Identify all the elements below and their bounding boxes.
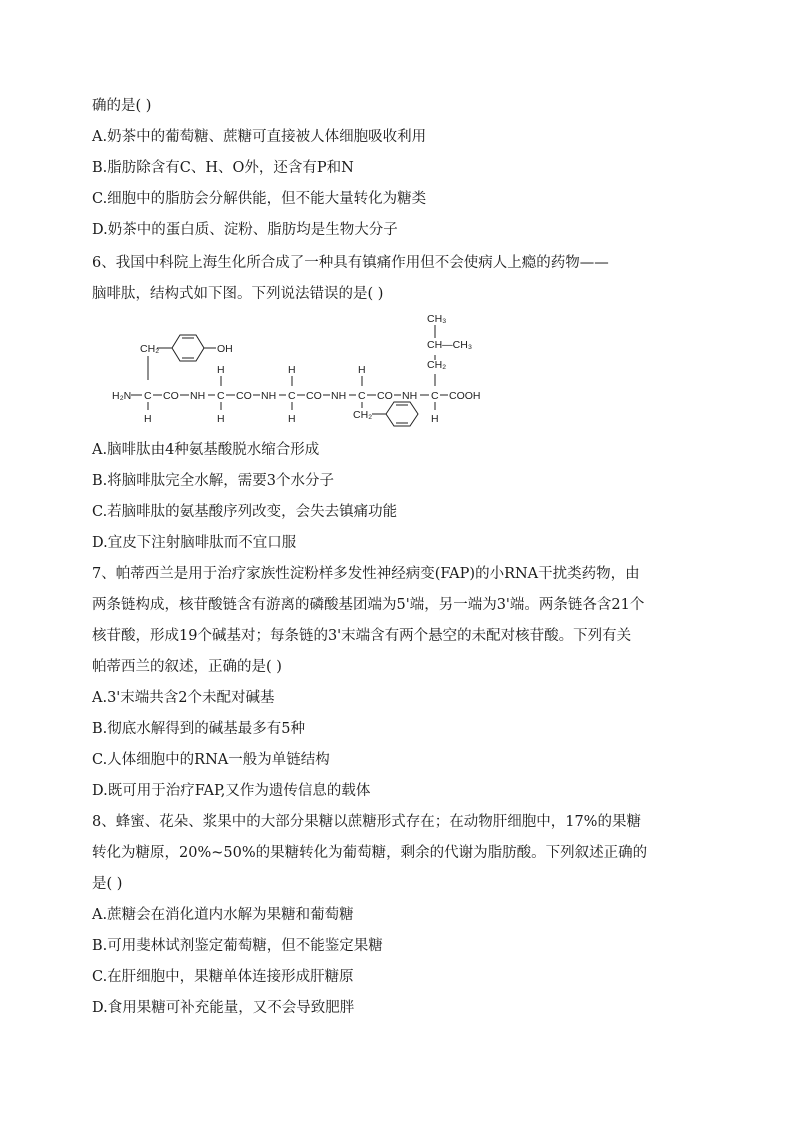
benzene-ring-icon — [386, 402, 418, 426]
struct-nh-3: NH — [331, 390, 347, 402]
q8-stem-line-3: 是( ) — [92, 876, 123, 892]
struct-h-5: H — [431, 413, 439, 425]
struct-nh-1: NH — [190, 390, 206, 402]
q5-option-a: A.奶茶中的葡萄糖、蔗糖可直接被人体细胞吸收利用 — [92, 129, 427, 145]
struct-ch2-bottom: CH₂ — [353, 409, 373, 421]
q7-option-c: C.人体细胞中的RNA一般为单链结构 — [92, 752, 330, 768]
q6-option-c: C.若脑啡肽的氨基酸序列改变，会失去镇痛功能 — [92, 504, 398, 520]
q7-option-d: D.既可用于治疗FAP,又作为遗传信息的载体 — [92, 783, 371, 799]
struct-h2n: H₂N — [112, 390, 132, 402]
enkephalin-structure-diagram — [100, 310, 500, 430]
struct-ch2-top: CH₂ — [427, 359, 447, 371]
struct-ch: CH—CH₃ — [427, 339, 473, 351]
q7-option-a: A.3'末端共含2个未配对碱基 — [92, 690, 275, 706]
struct-h-2-bottom: H — [217, 413, 225, 425]
struct-h-2-top: H — [217, 364, 225, 376]
q5-option-d: D.奶茶中的蛋白质、淀粉、脂肪均是生物大分子 — [92, 222, 398, 238]
q7-stem-line-3: 核苷酸，形成19个碱基对；每条链的3'末端含有两个悬空的未配对核苷酸。下列有关 — [92, 628, 632, 644]
struct-co-4: CO — [377, 390, 393, 402]
struct-co-1: CO — [163, 390, 179, 402]
q5-stem-tail: 确的是( ) — [92, 98, 152, 114]
struct-h-1: H — [144, 413, 152, 425]
q6-option-a: A.脑啡肽由4种氨基酸脱水缩合形成 — [92, 442, 320, 458]
q7-stem-line-1: 7、帕蒂西兰是用于治疗家族性淀粉样多发性神经病变(FAP)的小RNA干扰类药物，由 — [92, 566, 640, 582]
q5-option-c: C.细胞中的脂肪会分解供能，但不能大量转化为糖类 — [92, 191, 427, 207]
q6-stem-line-2: 脑啡肽，结构式如下图。下列说法错误的是( ) — [92, 286, 384, 302]
q8-option-c: C.在肝细胞中，果糖单体连接形成肝糖原 — [92, 969, 354, 985]
q7-stem-line-2: 两条链构成，核苷酸链含有游离的磷酸基团端为5'端，另一端为3'端。两条链各含21个 — [92, 597, 645, 613]
struct-oh: OH — [217, 343, 233, 355]
struct-cooh: COOH — [449, 390, 481, 402]
q6-option-d: D.宜皮下注射脑啡肽而不宜口服 — [92, 535, 297, 551]
struct-h-4-top: H — [358, 364, 366, 376]
q8-stem-line-2: 转化为糖原，20%~50%的果糖转化为葡萄糖，剩余的代谢为脂肪酸。下列叙述正确的 — [92, 845, 648, 861]
q6-option-b: B.将脑啡肽完全水解，需要3个水分子 — [92, 473, 334, 489]
q8-option-b: B.可用斐林试剂鉴定葡萄糖，但不能鉴定果糖 — [92, 938, 383, 954]
struct-c-3: C — [288, 390, 296, 402]
struct-h-3-bottom: H — [288, 413, 296, 425]
q8-stem-line-1: 8、蜂蜜、花朵、浆果中的大部分果糖以蔗糖形式存在；在动物肝细胞中，17%的果糖 — [92, 814, 641, 830]
struct-ch3: CH₃ — [427, 313, 447, 325]
struct-c-2: C — [217, 390, 225, 402]
struct-co-2: CO — [236, 390, 252, 402]
q5-option-b: B.脂肪除含有C、H、O外，还含有P和N — [92, 160, 354, 176]
struct-ch2-left: CH₂ — [140, 343, 160, 355]
q6-stem-line-1: 6、我国中科院上海生化所合成了一种具有镇痛作用但不会使病人上瘾的药物—— — [92, 255, 609, 271]
struct-co-3: CO — [306, 390, 322, 402]
struct-c-5: C — [431, 390, 439, 402]
q7-stem-line-4: 帕蒂西兰的叙述，正确的是( ) — [92, 659, 282, 675]
struct-nh-4: NH — [402, 390, 418, 402]
struct-h-3-top: H — [288, 364, 296, 376]
q8-option-a: A.蔗糖会在消化道内水解为果糖和葡萄糖 — [92, 907, 354, 923]
q8-option-d: D.食用果糖可补充能量，又不会导致肥胖 — [92, 1000, 355, 1016]
q7-option-b: B.彻底水解得到的碱基最多有5种 — [92, 721, 305, 737]
phenol-ring-icon — [172, 335, 204, 361]
struct-nh-2: NH — [261, 390, 277, 402]
struct-c-4: C — [358, 390, 366, 402]
struct-c-1: C — [144, 390, 152, 402]
